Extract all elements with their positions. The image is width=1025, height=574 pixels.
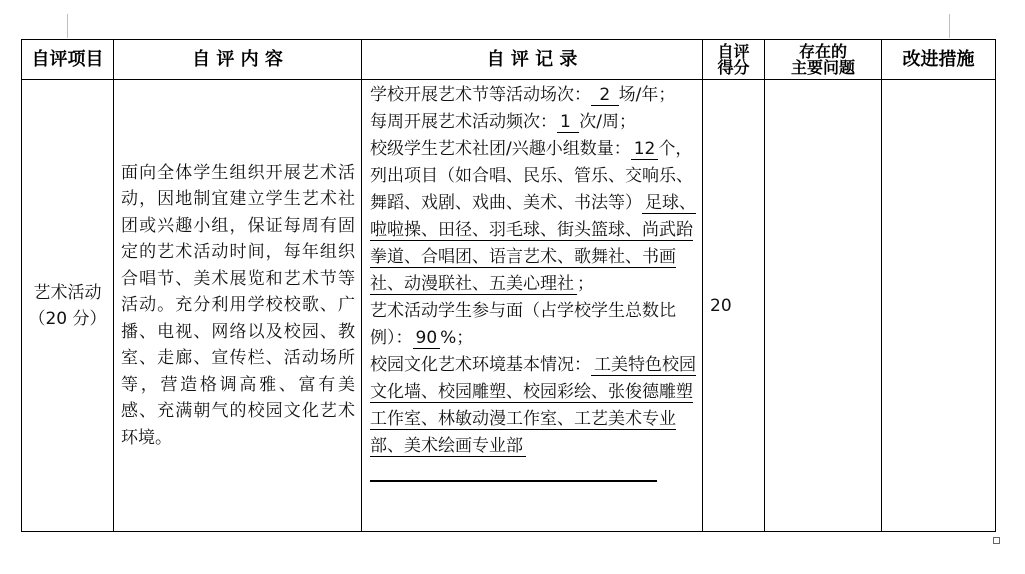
field-club-count: 12 bbox=[631, 139, 659, 160]
field-environment: 工美特色校园文化墙、校园雕塑、校园彩绘、张俊德雕塑工作室、林敏动漫工作室、工艺美术专业部、美术绘画专业部 bbox=[370, 355, 696, 456]
cell-content[interactable]: 面向全体学生组织开展艺术活动，因地制宜建立学生艺术社团或兴趣小组，保证每周有固定的艺术活动时间，每年组织合唱节、美术展览和艺术节等活动。充分利用学校校歌、广播、电视、网络以及校园、教室、走廊、宣传栏、活动场所等，营造格调高雅、富有美感、充满朝气的校园文化艺术环境。 bbox=[114, 80, 362, 532]
field-activity-count: 2 bbox=[591, 85, 619, 106]
self-evaluation-table bbox=[21, 39, 996, 532]
field-weekly-frequency: 1 bbox=[557, 112, 579, 133]
cell-measures[interactable] bbox=[882, 80, 996, 532]
field-participation: 90 bbox=[413, 328, 441, 349]
table-header-row bbox=[22, 40, 996, 80]
cell-record[interactable]: 学校开展艺术节等活动场次： 2 场/年； 每周开展艺术活动频次： 1 次/周； 校级学生艺术社团/兴趣小组数量： 12 个，列出项目（如合唱、民乐、管乐、交响乐、舞蹈、戏剧、戏曲、美术、书法等） 足球、啦啦操、田径、羽毛球、街头篮球、尚武跆拳道、合唱团、语言艺术、歌舞社、书画社、动漫联社、五美心理社 ； 艺术活动学生参与面（占学校学生总数比例）： 90 %； 校园文化艺术环境基本情况： 工美特色校园文化墙、校园雕塑、校园彩绘、张俊德雕塑工作室、林敏动漫工作室、工艺美术专业部、美术绘画专业部 bbox=[362, 80, 703, 532]
table-resize-handle[interactable] bbox=[993, 537, 1000, 544]
header-content: 自 评 内 容 bbox=[114, 40, 362, 80]
crop-mark-right bbox=[949, 14, 950, 38]
header-problem: 存在的 主要问题 bbox=[765, 40, 882, 80]
field-club-list: 足球、啦啦操、田径、羽毛球、街头篮球、尚武跆拳道、合唱团、语言艺术、歌舞社、书画社、动漫联社、五美心理社 bbox=[370, 193, 696, 294]
blank-underline bbox=[370, 480, 657, 482]
cell-problem[interactable] bbox=[765, 80, 882, 532]
header-item: 自评项目 bbox=[22, 40, 114, 80]
header-record: 自 评 记 录 bbox=[362, 40, 703, 80]
crop-mark-left bbox=[67, 14, 68, 38]
cell-score[interactable]: 20 bbox=[703, 80, 765, 532]
cell-item[interactable]: 艺术活动 （20 分） bbox=[22, 80, 114, 532]
table-row bbox=[22, 80, 996, 532]
header-score: 自评 得分 bbox=[703, 40, 765, 80]
header-measures: 改进措施 bbox=[882, 40, 996, 80]
